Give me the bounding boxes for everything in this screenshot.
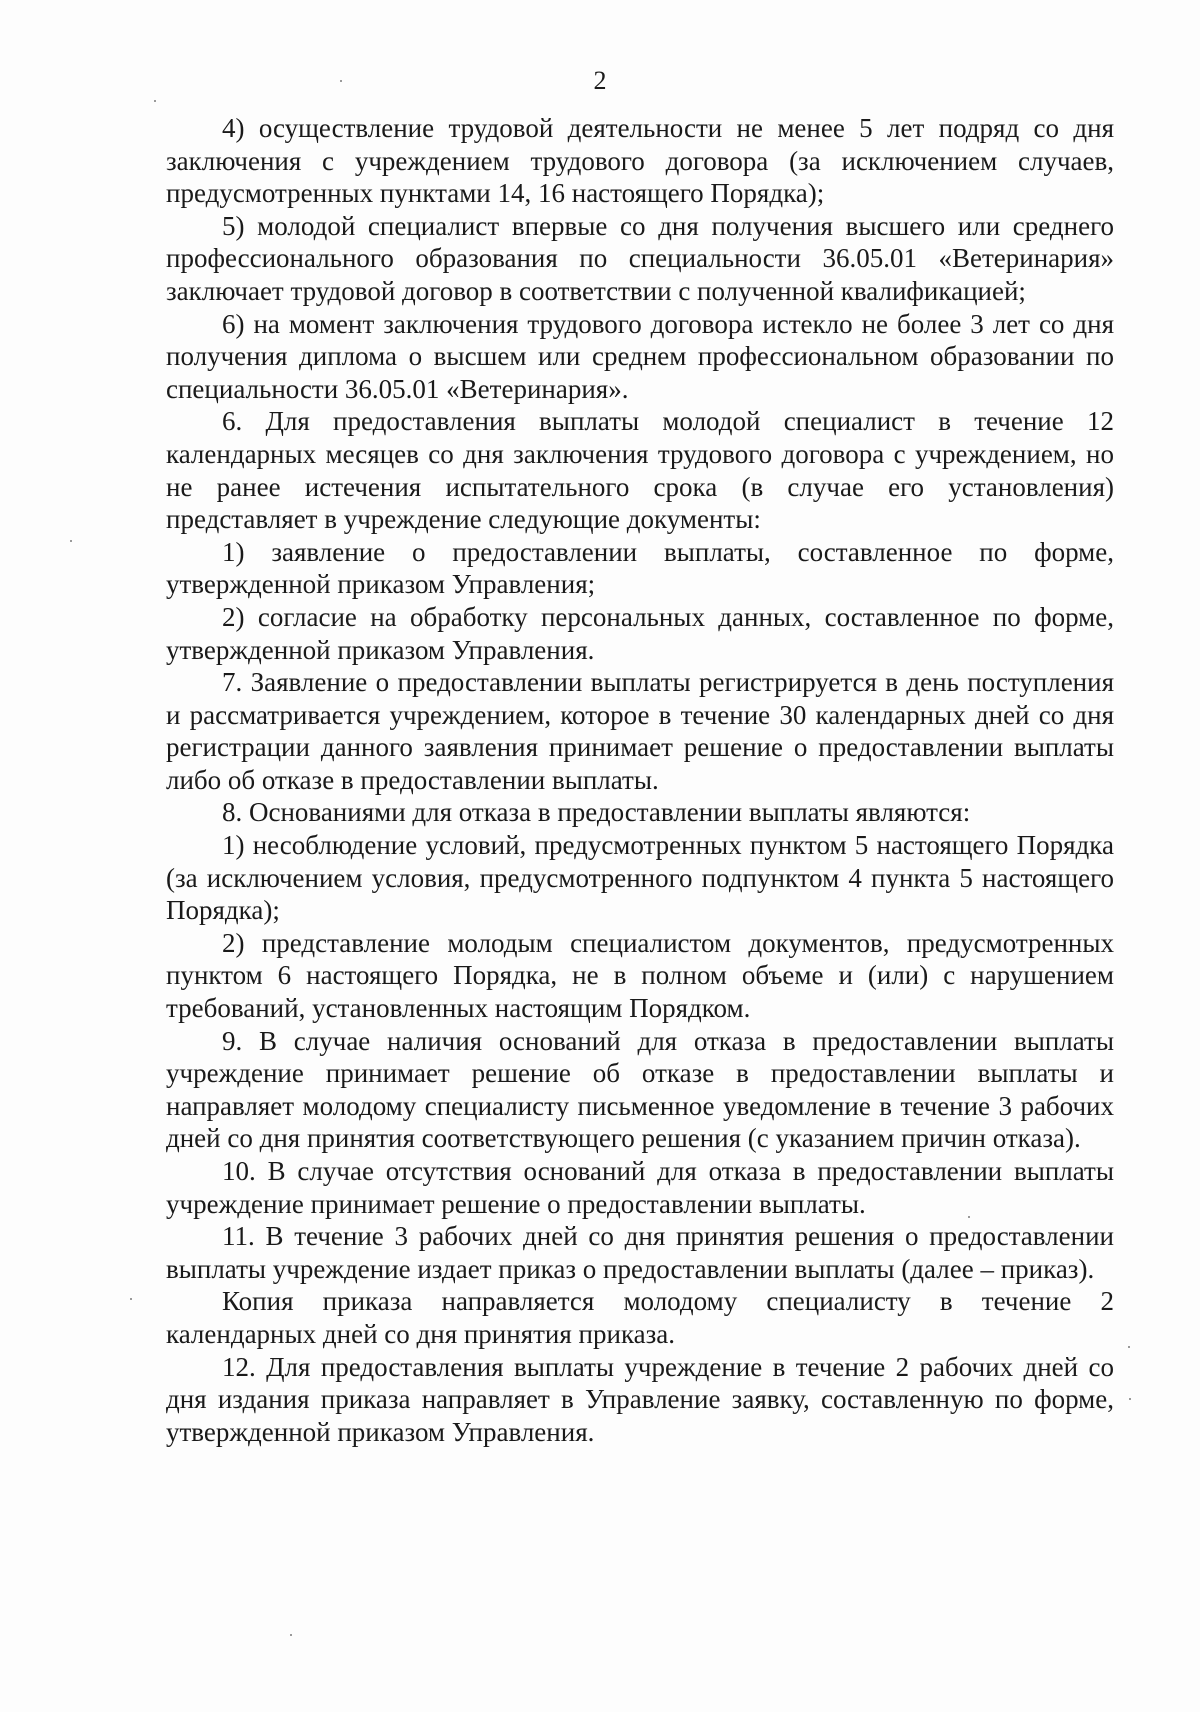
scan-speck xyxy=(154,100,156,102)
paragraph-clause-12: 12. Для предоставления выплаты учреждение в течение 2 рабочих дней со дня издания приказа направляет в Управление заявку, составленную по форме, утвержденной приказом Управления. xyxy=(166,1351,1114,1447)
paragraph-clause-6-item-1: 1) заявление о предоставлении выплаты, составленное по форме, утвержденной приказом Управления; xyxy=(166,536,1114,600)
scan-speck xyxy=(1129,1398,1131,1400)
paragraph-clause-6: 6. Для предоставления выплаты молодой специалист в течение 12 календарных месяцев со дня заключения трудового договора с учреждением, но не ранее истечения испытательного срока (в случае его установления) представляет в учреждение следующие документы: xyxy=(166,406,1114,535)
document-body xyxy=(166,112,1114,1448)
paragraph-condition-6: 6) на момент заключения трудового договора истекло не более 3 лет со дня получения диплома о высшем или среднем профессиональном образовании по специальности 36.05.01 «Ветеринария». xyxy=(166,308,1114,404)
scan-speck xyxy=(130,1298,132,1300)
paragraph-clause-10: 10. В случае отсутствия оснований для отказа в предоставлении выплаты учреждение принимает решение о предоставлении выплаты. xyxy=(166,1156,1114,1219)
paragraph-clause-7: 7. Заявление о предоставлении выплаты регистрируется в день поступления и рассматривается учреждением, которое в течение 30 календарных дней со дня регистрации данного заявления принимает решение о предоставлении выплаты либо об отказе в предоставлении выплаты. xyxy=(166,667,1114,795)
page-number: 2 xyxy=(593,66,607,95)
paragraph-condition-5: 5) молодой специалист впервые со дня получения высшего или среднего профессионального образования по специальности 36.05.01 «Ветеринария» заключает трудовой договор в соответствии с полученной квалификацией; xyxy=(166,210,1114,306)
paragraph-clause-6-item-2: 2) согласие на обработку персональных данных, составленное по форме, утвержденной приказом Управления. xyxy=(166,601,1114,665)
scan-speck xyxy=(70,540,72,542)
paragraph-order-copy: Копия приказа направляется молодому специалисту в течение 2 календарных дней со дня принятия приказа. xyxy=(166,1286,1114,1349)
scan-speck xyxy=(968,1216,970,1218)
scan-speck xyxy=(1128,1346,1130,1348)
paragraph-clause-8-item-1: 1) несоблюдение условий, предусмотренных пунктом 5 настоящего Порядка (за исключением условия, предусмотренного подпунктом 4 пункта 5 настоящего Порядка); xyxy=(166,830,1114,926)
paragraph-clause-11: 11. В течение 3 рабочих дней со дня принятия решения о предоставлении выплаты учреждение издает приказ о предоставлении выплаты (далее – приказ). xyxy=(166,1221,1114,1284)
paragraph-clause-8-item-2: 2) представление молодым специалистом документов, предусмотренных пунктом 6 настоящего Порядка, не в полном объеме и (или) с нарушением требований, установленных настоящим Порядком. xyxy=(166,927,1114,1024)
scan-speck xyxy=(290,1634,292,1636)
paragraph-clause-9: 9. В случае наличия оснований для отказа в предоставлении выплаты учреждение принимает решение об отказе в предоставлении выплаты и направляет молодому специалисту письменное уведомление в течение 3 рабочих дней со дня принятия соответствующего решения (с указанием причин отказа). xyxy=(166,1025,1114,1154)
paragraph-condition-4: 4) осуществление трудовой деятельности не менее 5 лет подряд со дня заключения с учреждением трудового договора (за исключением случаев, предусмотренных пунктами 14, 16 настоящего Порядка); xyxy=(166,113,1114,209)
paragraph-clause-8: 8. Основаниями для отказа в предоставлении выплаты являются: xyxy=(222,797,971,828)
scan-speck xyxy=(340,80,342,82)
